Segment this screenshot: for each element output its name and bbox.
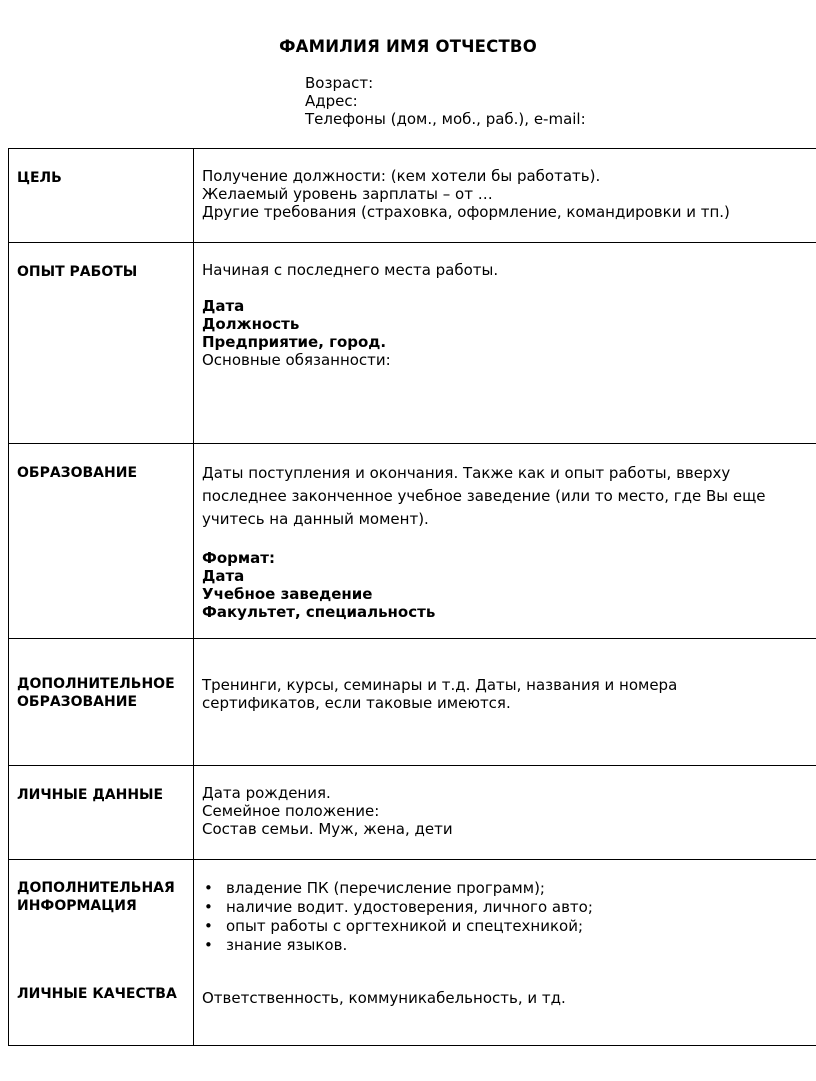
education-line: Даты поступления и окончания. Также как и опыт работы, вверху — [202, 464, 731, 482]
label-education: ОБРАЗОВАНИЕ — [9, 444, 194, 638]
education-faculty: Факультет, специальность — [202, 603, 436, 621]
row-goal — [9, 149, 816, 243]
personal-line: Дата рождения. — [202, 784, 331, 802]
address-line: Адрес: — [305, 92, 358, 110]
row-extra-info — [9, 860, 816, 1046]
extra-info-list — [202, 879, 816, 955]
education-institution: Учебное заведение — [202, 585, 373, 603]
label-extra-education: ДОПОЛНИТЕЛЬНОЕ ОБРАЗОВАНИЕ — [9, 639, 194, 765]
personal-line: Семейное положение: — [202, 802, 380, 820]
education-line: учитесь на данный момент). — [202, 510, 429, 528]
label-personal: ЛИЧНЫЕ ДАННЫЕ — [9, 766, 194, 859]
full-name-heading: ФАМИЛИЯ ИМЯ ОТЧЕСТВО — [279, 37, 537, 56]
row-experience — [9, 243, 816, 444]
contact-block — [305, 74, 586, 128]
list-item: • владение ПК (перечисление программ); — [202, 879, 816, 898]
content-extra-education — [194, 639, 816, 765]
experience-duties: Основные обязанности: — [202, 351, 391, 369]
extra-education-line: сертификатов, если таковые имеются. — [202, 694, 511, 712]
content-experience — [194, 243, 816, 443]
education-date: Дата — [202, 567, 245, 585]
row-education — [9, 444, 816, 639]
resume-table — [8, 148, 816, 1046]
education-line: последнее законченное учебное заведение (или то место, где Вы еще — [202, 487, 766, 505]
goal-line: Желаемый уровень зарплаты – от … — [202, 185, 493, 203]
experience-company: Предприятие, город. — [202, 333, 387, 351]
experience-date: Дата — [202, 297, 245, 315]
row-personal — [9, 766, 816, 860]
list-item: • наличие водит. удостоверения, личного авто; — [202, 898, 816, 917]
qualities-text: Ответственность, коммуникабельность, и тд. — [202, 989, 566, 1007]
content-education — [194, 444, 816, 638]
label-qualities: ЛИЧНЫЕ КАЧЕСТВА — [17, 986, 177, 1002]
phones-line: Телефоны (дом., моб., раб.), e-mail: — [305, 110, 586, 128]
label-goal: ЦЕЛЬ — [9, 149, 194, 242]
content-extra-info — [194, 860, 816, 1045]
content-personal — [194, 766, 816, 859]
list-item: • опыт работы с оргтехникой и спецтехникой; — [202, 917, 816, 936]
row-extra-education — [9, 639, 816, 766]
experience-intro: Начиная с последнего места работы. — [202, 261, 499, 279]
personal-line: Состав семьи. Муж, жена, дети — [202, 820, 453, 838]
age-line: Возраст: — [305, 74, 374, 92]
goal-line: Другие требования (страховка, оформление, командировки и тп.) — [202, 203, 730, 221]
extra-education-line: Тренинги, курсы, семинары и т.д. Даты, названия и номера — [202, 676, 678, 694]
education-format: Формат: — [202, 549, 275, 567]
document-title — [0, 37, 816, 56]
goal-line: Получение должности: (кем хотели бы работать). — [202, 167, 601, 185]
label-extra-info: ДОПОЛНИТЕЛЬНАЯ ИНФОРМАЦИЯ ЛИЧНЫЕ КАЧЕСТВА — [9, 860, 194, 1045]
list-item: • знание языков. — [202, 936, 816, 955]
content-goal — [194, 149, 816, 242]
label-experience: ОПЫТ РАБОТЫ — [9, 243, 194, 443]
experience-position: Должность — [202, 315, 300, 333]
